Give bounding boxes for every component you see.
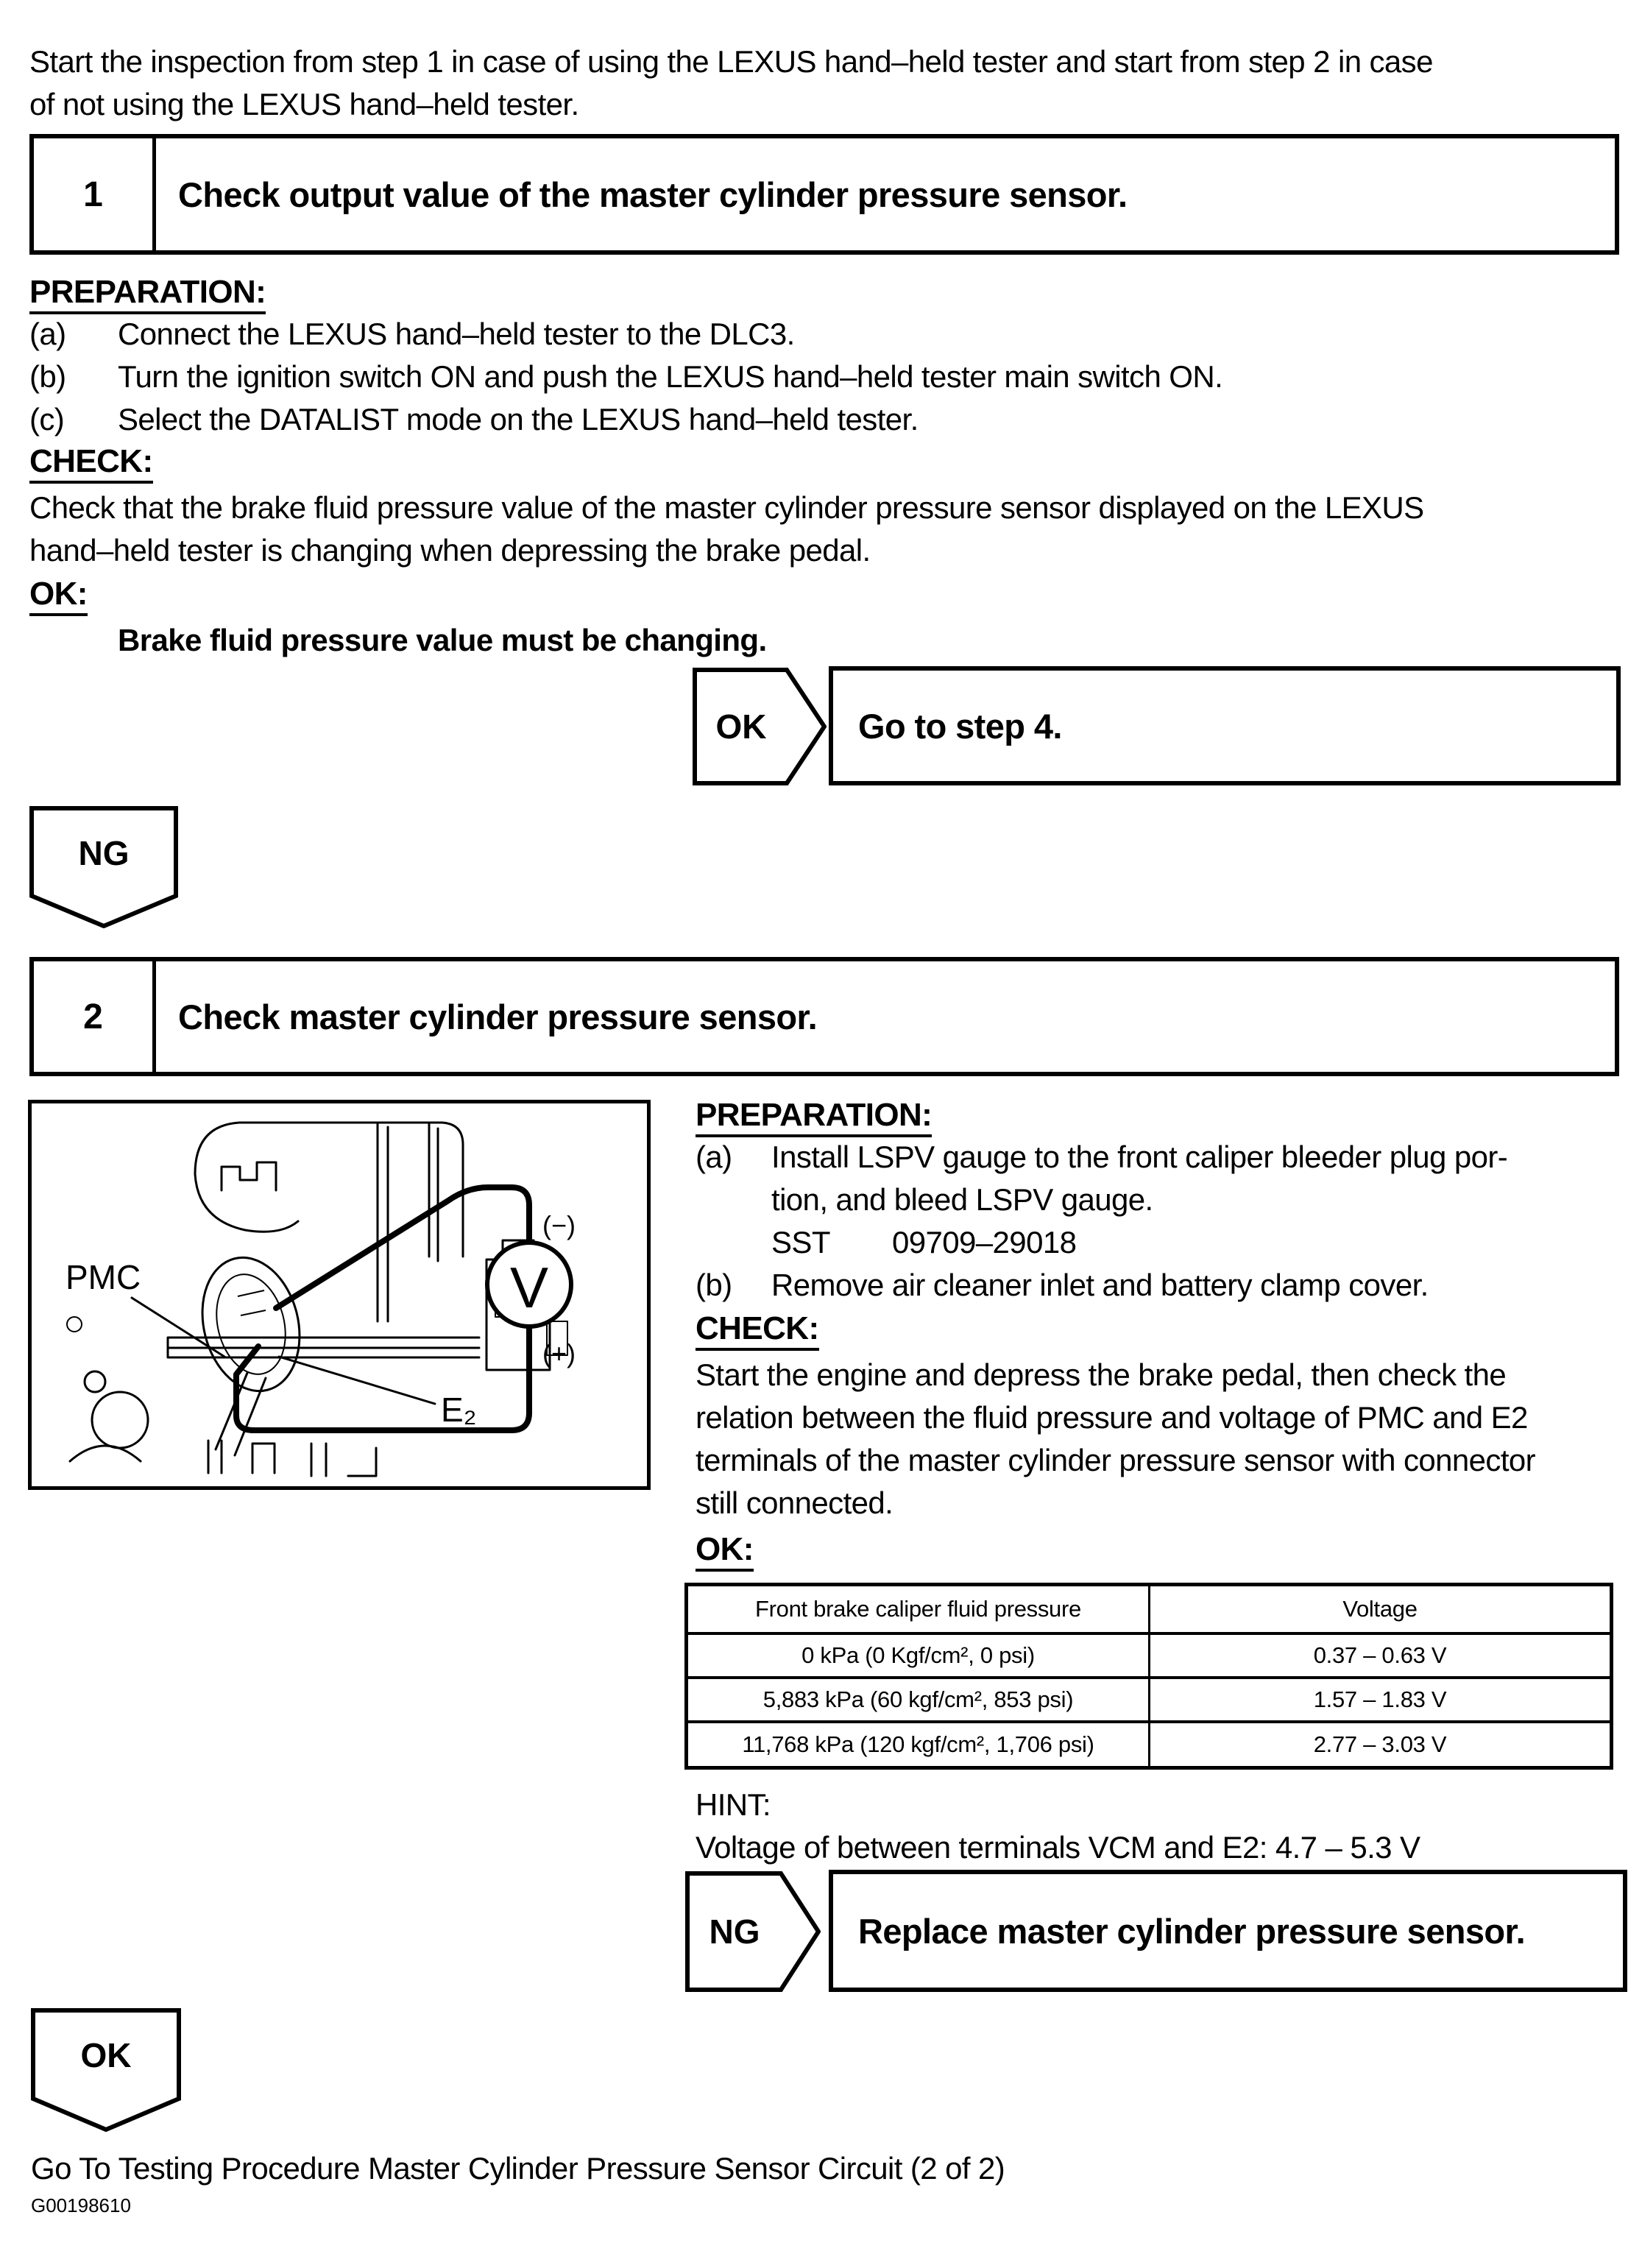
step2-check-line-2: relation between the fluid pressure and voltage of PMC and E2 (696, 1400, 1528, 1435)
ng-action-box: Replace master cylinder pressure sensor. (829, 1870, 1627, 1992)
hatch-corner (348, 1448, 376, 1476)
step1-item-c-text: Select the DATALIST mode on the LEXUS hand–held tester. (118, 402, 919, 437)
table-header-row (688, 1586, 1610, 1632)
sensor-diagram-figure (28, 1100, 651, 1490)
step2-item-b-text: Remove air cleaner inlet and battery clamp cover. (771, 1268, 1429, 1302)
voltmeter-plus-label: (+) (542, 1338, 576, 1368)
step2-sst-value: 09709–29018 (892, 1225, 1077, 1260)
probe-wire-bottom (236, 1327, 529, 1430)
e2-leader-line (279, 1357, 435, 1404)
step1-box (29, 134, 1619, 255)
table-cell-pressure: 0 kPa (0 Kgf/cm², 0 psi) (688, 1635, 1150, 1676)
step1-ok-statement: Brake fluid pressure value must be changing. (118, 623, 767, 657)
ok-banner-shape (31, 2008, 181, 2132)
ok-banner-label: OK (80, 2036, 132, 2074)
connector-outer (189, 1247, 314, 1402)
table-cell-voltage: 2.77 – 3.03 V (1313, 1731, 1447, 1757)
step1-title: Check output value of the master cylinder pressure sensor. (178, 174, 1128, 214)
step1-item-b-text: Turn the ignition switch ON and push the LEXUS hand–held tester main switch ON. (118, 359, 1223, 394)
ok-arrow-shape (693, 668, 827, 785)
table-header-pressure: Front brake caliper fluid pressure (688, 1586, 1150, 1632)
hatch-bridge (252, 1444, 275, 1473)
ng-arrow-shape (685, 1871, 821, 1992)
connector-inner (207, 1267, 296, 1382)
hatch-lines (208, 1441, 326, 1476)
step1-item-a-text: Connect the LEXUS hand–held tester to the DLC3. (118, 317, 795, 351)
step1-item-c-label: (c) (29, 402, 65, 437)
pressure-voltage-table (684, 1583, 1613, 1770)
step1-preparation-heading: PREPARATION: (29, 275, 266, 314)
step2-check-line-4: still connected. (696, 1485, 893, 1520)
table-cell-voltage: 0.37 – 0.63 V (1313, 1642, 1447, 1668)
step2-item-a-label: (a) (696, 1140, 732, 1174)
step2-title: Check master cylinder pressure sensor. (178, 997, 818, 1036)
step2-check-heading: CHECK: (696, 1312, 819, 1351)
step2-check-line-3: terminals of the master cylinder pressure sensor with connector (696, 1443, 1536, 1477)
step2-preparation-heading: PREPARATION: (696, 1098, 932, 1137)
ng-arrow-label: NG (709, 1912, 760, 1951)
step2-hint-text: Voltage of between terminals VCM and E2: 4.7 – 5.3 V (696, 1830, 1420, 1865)
ok-arrow-label: OK (715, 707, 767, 746)
cylinder-bell-curve (195, 1174, 298, 1232)
ng-banner-label: NG (78, 834, 130, 872)
step1-ok-heading: OK: (29, 577, 88, 616)
table-row (688, 1632, 1610, 1676)
connector-pins (238, 1290, 266, 1315)
footer-goto-text: Go To Testing Procedure Master Cylinder Pressure Sensor Circuit (2 of 2) (31, 2151, 1005, 2186)
intro-line-1: Start the inspection from step 1 in case of using the LEXUS hand–held tester and start from step 2 in case (29, 44, 1433, 79)
sensor-diagram-svg (32, 1103, 647, 1486)
bolt-circle-small (85, 1371, 105, 1392)
cylinder-outline (195, 1123, 463, 1257)
rod-vertical-lines (378, 1123, 388, 1321)
mount-bar (168, 1338, 479, 1357)
ok-action-box: Go to step 4. (829, 666, 1621, 785)
step1-check-heading: CHECK: (29, 445, 153, 484)
step2-box (29, 957, 1619, 1076)
step2-item-b-label: (b) (696, 1268, 732, 1302)
step2-item-a-line-2: tion, and bleed LSPV gauge. (771, 1182, 1153, 1217)
step2-check-line-1: Start the engine and depress the brake pedal, then check the (696, 1357, 1507, 1392)
pmc-label: PMC (66, 1258, 141, 1296)
step1-item-b-label: (b) (29, 359, 66, 394)
table-cell-voltage: 1.57 – 1.83 V (1313, 1686, 1447, 1712)
step2-hint-heading: HINT: (696, 1787, 771, 1822)
voltmeter-label: V (509, 1255, 549, 1320)
intro-line-2: of not using the LEXUS hand–held tester. (29, 87, 579, 121)
figure-code: G00198610 (31, 2194, 131, 2216)
bracket-vertical-lines (429, 1123, 438, 1261)
step1-number: 1 (34, 138, 156, 250)
step2-number: 2 (34, 961, 156, 1072)
step1-check-line-1: Check that the brake fluid pressure value of the master cylinder pressure sensor displayed on the LEXUS (29, 490, 1424, 525)
table-cell-pressure: 11,768 kPa (120 kgf/cm², 1,706 psi) (688, 1723, 1150, 1766)
cylinder-castellation (222, 1162, 276, 1190)
step2-ok-heading: OK: (696, 1533, 754, 1572)
voltmeter-minus-label: (−) (542, 1210, 576, 1240)
step2-sst-label: SST (771, 1225, 830, 1260)
table-cell-pressure: 5,883 kPa (60 kgf/cm², 853 psi) (688, 1679, 1150, 1720)
step2-item-a-line-1: Install LSPV gauge to the front caliper bleeder plug por- (771, 1140, 1508, 1174)
fender-arc (70, 1446, 141, 1461)
bolt-circle-large (92, 1392, 148, 1448)
step1-item-a-label: (a) (29, 317, 66, 351)
table-row (688, 1720, 1610, 1766)
bolt-circle-tiny (67, 1317, 82, 1332)
e2-label: E₂ (441, 1391, 477, 1429)
table-header-voltage: Voltage (1342, 1596, 1418, 1622)
ng-banner-shape (29, 806, 178, 928)
table-row (688, 1676, 1610, 1720)
step1-check-line-2: hand–held tester is changing when depressing the brake pedal. (29, 533, 871, 568)
